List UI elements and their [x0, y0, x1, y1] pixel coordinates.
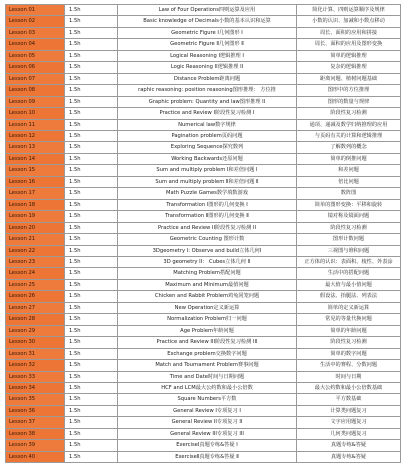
topic-cell: ExerciseⅠ真题专练&答疑 Ⅰ — [118, 440, 297, 451]
content-cell: 真题专练&答疑 — [297, 440, 401, 451]
topic-cell: raphic reasoning: position reasoning图形推理： 方位推 — [118, 85, 297, 96]
table-row — [6, 417, 401, 428]
table-row — [6, 108, 401, 119]
topic-cell: Basic knowledge of Decimals小数的基本认识和运算 — [118, 16, 297, 27]
lesson-cell: Lesson 17 — [6, 188, 65, 199]
content-cell: 真题专练&答疑 — [297, 451, 401, 462]
lesson-cell: Lesson 22 — [6, 245, 65, 256]
content-cell: 文字应用题复习 — [297, 417, 401, 428]
hours-cell: 1.5h — [65, 16, 118, 27]
content-cell: 图形计数问题 — [297, 234, 401, 245]
lesson-cell: Lesson 34 — [6, 382, 65, 393]
content-cell: 镜对称及镜面问题 — [297, 211, 401, 222]
table-row — [6, 234, 401, 245]
lesson-cell: Lesson 02 — [6, 16, 65, 27]
hours-cell: 1.5h — [65, 348, 118, 359]
lesson-cell: Lesson 04 — [6, 39, 65, 50]
topic-cell: Match and Tournament Problem赛事问题 — [118, 360, 297, 371]
table-row — [6, 337, 401, 348]
topic-cell: Law of Four Operations四则运算及应用 — [118, 5, 297, 16]
table-row — [6, 405, 401, 416]
hours-cell: 1.5h — [65, 85, 118, 96]
hours-cell: 1.5h — [65, 428, 118, 439]
table-row — [6, 382, 401, 393]
topic-cell: HCF and LCM最大公约数和最小公倍数 — [118, 382, 297, 393]
topic-cell: General Review III专项复习 III — [118, 428, 297, 439]
content-cell: 图形的数量与规律 — [297, 96, 401, 107]
topic-cell: Time and Date时间与日期问题 — [118, 371, 297, 382]
table-row — [6, 142, 401, 153]
lesson-cell: Lesson 18 — [6, 199, 65, 210]
hours-cell: 1.5h — [65, 222, 118, 233]
topic-cell: Practice and Review II阶段性复习检测 II — [118, 222, 297, 233]
hours-cell: 1.5h — [65, 256, 118, 267]
lesson-cell: Lesson 27 — [6, 302, 65, 313]
hours-cell: 1.5h — [65, 108, 118, 119]
table-row — [6, 394, 401, 405]
topic-cell: Chicken and Rabbit Problem鸡兔同笼问题 — [118, 291, 297, 302]
content-cell: 简单的逻辑推理 — [297, 50, 401, 61]
hours-cell: 1.5h — [65, 417, 118, 428]
topic-cell: Working Backwards还原问题 — [118, 153, 297, 164]
topic-cell: Graphic problem: Quantity and law图形推理 II — [118, 96, 297, 107]
table-row — [6, 360, 401, 371]
table-body — [6, 5, 401, 463]
topic-cell: Pagination problem页码问题 — [118, 130, 297, 141]
content-cell: 了解数列的概念 — [297, 142, 401, 153]
lesson-cell: Lesson 05 — [6, 50, 65, 61]
lesson-cell: Lesson 32 — [6, 360, 65, 371]
lesson-cell: Lesson 12 — [6, 130, 65, 141]
lesson-cell: Lesson 15 — [6, 165, 65, 176]
topic-cell: Logical Reasoning I逻辑推理 I — [118, 50, 297, 61]
hours-cell: 1.5h — [65, 451, 118, 462]
table-row — [6, 27, 401, 38]
table-row — [6, 153, 401, 164]
content-cell: 小数的认识、加减和小数点移动 — [297, 16, 401, 27]
table-row — [6, 211, 401, 222]
hours-cell: 1.5h — [65, 211, 118, 222]
topic-cell: General Review II专项复习 II — [118, 417, 297, 428]
curriculum-table — [5, 4, 401, 463]
content-cell: 周长、面积的应用及图形变换 — [297, 39, 401, 50]
hours-cell: 1.5h — [65, 176, 118, 187]
content-cell: 计算类问题复习 — [297, 405, 401, 416]
hours-cell: 1.5h — [65, 96, 118, 107]
lesson-cell: Lesson 37 — [6, 417, 65, 428]
hours-cell: 1.5h — [65, 50, 118, 61]
lesson-cell: Lesson 26 — [6, 291, 65, 302]
topic-cell: General Review I专项复习 I — [118, 405, 297, 416]
lesson-cell: Lesson 25 — [6, 279, 65, 290]
table-row — [6, 5, 401, 16]
lesson-cell: Lesson 24 — [6, 268, 65, 279]
content-cell: 数阵图 — [297, 188, 401, 199]
content-cell: 距离问题、植树问题基础 — [297, 73, 401, 84]
topic-cell: Numerical law数字规律 — [118, 119, 297, 130]
content-cell: 阶段性复习检测 — [297, 337, 401, 348]
content-cell: 假设法、抬腿法、列表法 — [297, 291, 401, 302]
content-cell: 倍比问题 — [297, 176, 401, 187]
topic-cell: Age Problem年龄问题 — [118, 325, 297, 336]
hours-cell: 1.5h — [65, 337, 118, 348]
table-row — [6, 371, 401, 382]
topic-cell: ExerciseⅡ真题专练&答疑 Ⅱ — [118, 451, 297, 462]
table-row — [6, 279, 401, 290]
lesson-cell: Lesson 11 — [6, 119, 65, 130]
topic-cell: Math Puzzle Games数学填数游戏 — [118, 188, 297, 199]
topic-cell: Distance Problem距离问题 — [118, 73, 297, 84]
topic-cell: Maximum and Minimum最值问题 — [118, 279, 297, 290]
lesson-cell: Lesson 31 — [6, 348, 65, 359]
content-cell: 时间与日期 — [297, 371, 401, 382]
hours-cell: 1.5h — [65, 188, 118, 199]
table-row — [6, 16, 401, 27]
hours-cell: 1.5h — [65, 405, 118, 416]
content-cell: 阶段性复习检测 — [297, 222, 401, 233]
topic-cell: Geometric Figure Ⅰ几何图形 Ⅰ — [118, 27, 297, 38]
table-row — [6, 85, 401, 96]
table-row — [6, 73, 401, 84]
lesson-cell: Lesson 39 — [6, 440, 65, 451]
table-row — [6, 291, 401, 302]
hours-cell: 1.5h — [65, 302, 118, 313]
topic-cell: 3Dgeometry I: Observe and build立体几何I — [118, 245, 297, 256]
content-cell: 简单的数字问题 — [297, 348, 401, 359]
table-row — [6, 130, 401, 141]
content-cell: 常见的等量代换问题 — [297, 314, 401, 325]
content-cell: 和差问题 — [297, 165, 401, 176]
lesson-cell: Lesson 19 — [6, 211, 65, 222]
content-cell: 与页码有关的计算和逻辑推理 — [297, 130, 401, 141]
content-cell: 简化计算、四则运算顺序及规律 — [297, 5, 401, 16]
lesson-cell: Lesson 10 — [6, 108, 65, 119]
table-row — [6, 62, 401, 73]
hours-cell: 1.5h — [65, 5, 118, 16]
lesson-cell: Lesson 40 — [6, 451, 65, 462]
content-cell: 三视图与堆积问题 — [297, 245, 401, 256]
lesson-cell: Lesson 36 — [6, 405, 65, 416]
hours-cell: 1.5h — [65, 119, 118, 130]
lesson-cell: Lesson 01 — [6, 5, 65, 16]
topic-cell: Square Numbers平方数 — [118, 394, 297, 405]
topic-cell: Transformation Ⅰ图形的几何变换 Ⅰ — [118, 199, 297, 210]
table-row — [6, 245, 401, 256]
hours-cell: 1.5h — [65, 279, 118, 290]
content-cell: 正方体的认识：表面积、棱性、外表涂 — [297, 256, 401, 267]
table-row — [6, 268, 401, 279]
hours-cell: 1.5h — [65, 73, 118, 84]
topic-cell: Transformation Ⅱ图形的几何变换 Ⅱ — [118, 211, 297, 222]
lesson-cell: Lesson 21 — [6, 234, 65, 245]
hours-cell: 1.5h — [65, 325, 118, 336]
table-row — [6, 176, 401, 187]
lesson-cell: Lesson 07 — [6, 73, 65, 84]
table-row — [6, 50, 401, 61]
content-cell: 复杂的逻辑推理 — [297, 62, 401, 73]
topic-cell: Matching Problem搭配问题 — [118, 268, 297, 279]
table-row — [6, 199, 401, 210]
table-row — [6, 119, 401, 130]
lesson-cell: Lesson 16 — [6, 176, 65, 187]
table-row — [6, 428, 401, 439]
hours-cell: 1.5h — [65, 360, 118, 371]
lesson-cell: Lesson 06 — [6, 62, 65, 73]
lesson-cell: Lesson 03 — [6, 27, 65, 38]
topic-cell: Exchange problem交换数字问题 — [118, 348, 297, 359]
lesson-cell: Lesson 33 — [6, 371, 65, 382]
lesson-cell: Lesson 08 — [6, 85, 65, 96]
hours-cell: 1.5h — [65, 199, 118, 210]
topic-cell: Geometric Figure Ⅱ几何图形 Ⅱ — [118, 39, 297, 50]
hours-cell: 1.5h — [65, 314, 118, 325]
content-cell: 平方数基础 — [297, 394, 401, 405]
lesson-cell: Lesson 30 — [6, 337, 65, 348]
topic-cell: Practice and Review I阶段性复习检测 I — [118, 108, 297, 119]
content-cell: 通项、递减及数学归纳推理的应用 — [297, 119, 401, 130]
content-cell: 几何类问题复习 — [297, 428, 401, 439]
topic-cell: Sum and multiply problem Ⅱ和差倍问题 Ⅱ — [118, 176, 297, 187]
topic-cell: Practice and Review III阶段性复习检测 III — [118, 337, 297, 348]
hours-cell: 1.5h — [65, 291, 118, 302]
table-row — [6, 440, 401, 451]
topic-cell: Sum and multiply problem Ⅰ和差倍问题 Ⅰ — [118, 165, 297, 176]
lesson-cell: Lesson 29 — [6, 325, 65, 336]
lesson-cell: Lesson 23 — [6, 256, 65, 267]
table-row — [6, 222, 401, 233]
content-cell: 最大值与最小值问题 — [297, 279, 401, 290]
lesson-cell: Lesson 09 — [6, 96, 65, 107]
content-cell: 简单的倒推问题 — [297, 153, 401, 164]
topic-cell: Logic Reasoning II逻辑推理 II — [118, 62, 297, 73]
content-cell: 生活中的赛程、分数问题 — [297, 360, 401, 371]
topic-cell: New Operation定义新运算 — [118, 302, 297, 313]
hours-cell: 1.5h — [65, 130, 118, 141]
content-cell: 阶段性复习检测 — [297, 108, 401, 119]
content-cell: 周长、面积的应用和拼接 — [297, 27, 401, 38]
table-row — [6, 325, 401, 336]
content-cell: 最大公约数和最小公倍数基础 — [297, 382, 401, 393]
table-row — [6, 314, 401, 325]
hours-cell: 1.5h — [65, 165, 118, 176]
hours-cell: 1.5h — [65, 39, 118, 50]
content-cell: 简单的图形变换：平移和旋转 — [297, 199, 401, 210]
table-row — [6, 348, 401, 359]
lesson-cell: Lesson 14 — [6, 153, 65, 164]
lesson-cell: Lesson 35 — [6, 394, 65, 405]
hours-cell: 1.5h — [65, 440, 118, 451]
table-row — [6, 96, 401, 107]
hours-cell: 1.5h — [65, 27, 118, 38]
lesson-cell: Lesson 28 — [6, 314, 65, 325]
content-cell: 简单的定义新运算 — [297, 302, 401, 313]
content-cell: 图形中的方位推理 — [297, 85, 401, 96]
topic-cell: Exploring Sequence探究数列 — [118, 142, 297, 153]
content-cell: 生活中的搭配问题 — [297, 268, 401, 279]
topic-cell: Geometric Counting 图形计数 — [118, 234, 297, 245]
content-cell: 简单的年龄问题 — [297, 325, 401, 336]
table-row — [6, 302, 401, 313]
hours-cell: 1.5h — [65, 382, 118, 393]
hours-cell: 1.5h — [65, 394, 118, 405]
curriculum-sheet — [5, 4, 401, 463]
hours-cell: 1.5h — [65, 245, 118, 256]
hours-cell: 1.5h — [65, 371, 118, 382]
lesson-cell: Lesson 38 — [6, 428, 65, 439]
lesson-cell: Lesson 13 — [6, 142, 65, 153]
topic-cell: 3D geometry II： Cubes立体几何 II — [118, 256, 297, 267]
table-row — [6, 188, 401, 199]
hours-cell: 1.5h — [65, 268, 118, 279]
hours-cell: 1.5h — [65, 234, 118, 245]
table-row — [6, 39, 401, 50]
lesson-cell: Lesson 20 — [6, 222, 65, 233]
hours-cell: 1.5h — [65, 62, 118, 73]
table-row — [6, 256, 401, 267]
topic-cell: Normalization Problem归一问题 — [118, 314, 297, 325]
table-row — [6, 165, 401, 176]
hours-cell: 1.5h — [65, 142, 118, 153]
hours-cell: 1.5h — [65, 153, 118, 164]
